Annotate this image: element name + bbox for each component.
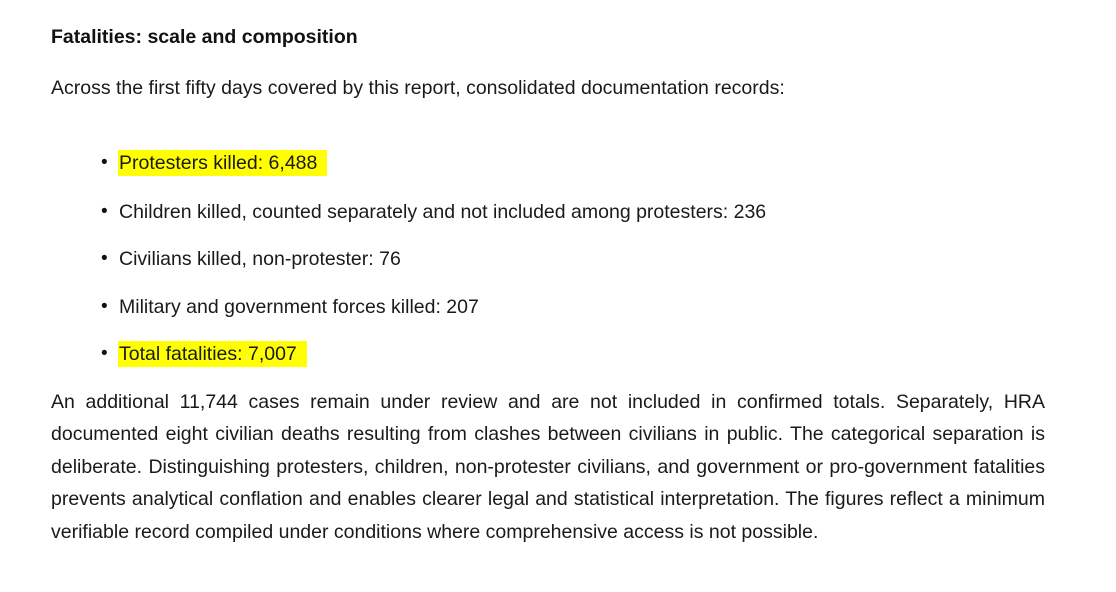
list-item-text: Children killed, counted separately and not included among protesters: 236 — [119, 201, 767, 223]
list-item-text: Protesters killed: 6,488 — [118, 150, 327, 176]
list-item-protesters — [101, 150, 327, 176]
bullet-icon: • — [101, 296, 108, 317]
list-item-total — [101, 341, 307, 367]
list-item-civilians — [101, 246, 403, 272]
list-item-military — [101, 294, 481, 320]
bullet-icon: • — [101, 201, 108, 222]
intro-sentence: Across the first fifty days covered by this report, consolidated documentation records: — [51, 77, 785, 99]
section-heading: Fatalities: scale and composition — [51, 26, 358, 48]
list-item-text: Military and government forces killed: 207 — [119, 296, 479, 318]
bullet-icon: • — [101, 248, 108, 269]
body-paragraph: An additional 11,744 cases remain under review and are not included in confirmed totals. Separately, HRA documented eight civilian deaths resulting from clashes between civilians in public. The categorical separation is deliberate. Distinguishing protesters, children, non-protester civilians, and government or pro-government fatalities prevents analytical conflation and enables clearer legal and statistical interpretation. The figures reflect a minimum verifiable record compiled under conditions where comprehensive access is not possible. — [51, 391, 1045, 543]
bullet-icon: • — [101, 152, 108, 173]
list-item-text: Civilians killed, non-protester: 76 — [119, 248, 401, 270]
list-item-children — [101, 199, 768, 225]
list-item-text: Total fatalities: 7,007 — [118, 341, 307, 367]
bullet-icon: • — [101, 343, 108, 364]
